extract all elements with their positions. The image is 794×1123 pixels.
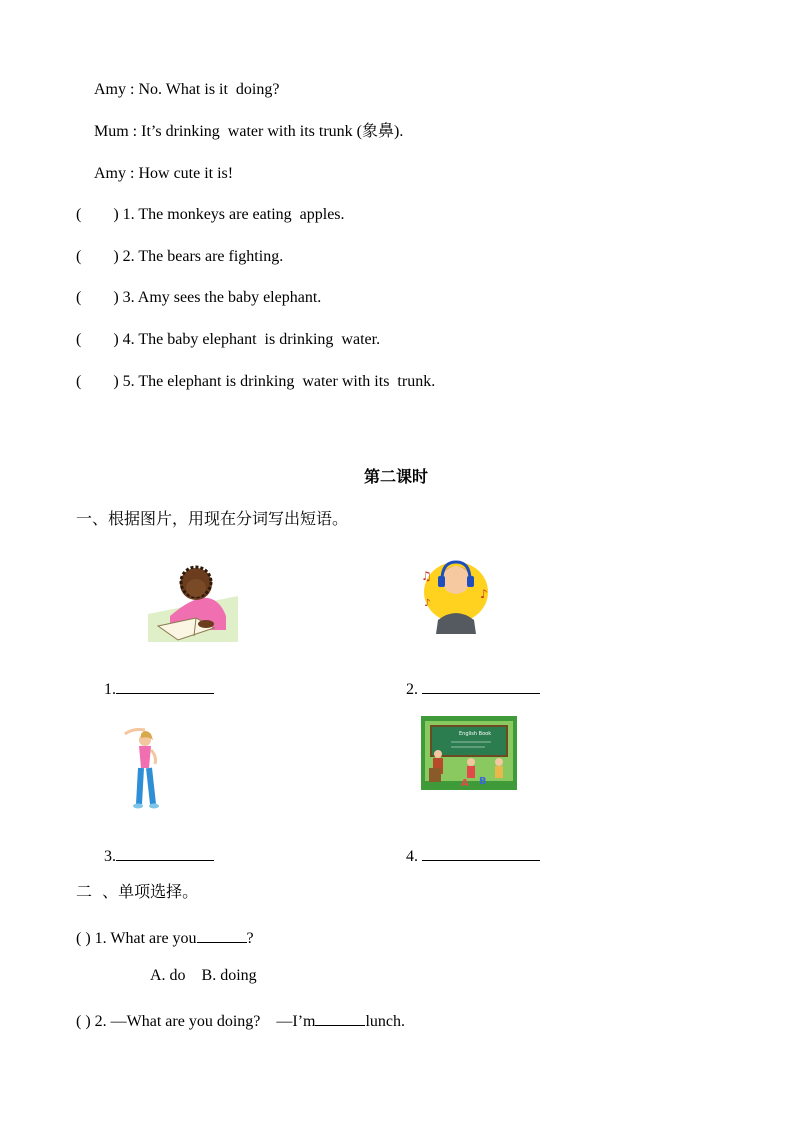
- choice-question-2: ( ) 2. —What are you doing? —I’m lunch.: [76, 1009, 405, 1032]
- choice-options-1: A. do B. doing: [150, 967, 257, 984]
- answer-line-4[interactable]: 4.: [406, 844, 540, 867]
- blank-1[interactable]: [197, 926, 247, 943]
- girl-exercising-picture: [113, 726, 175, 810]
- english-class-picture: [421, 716, 517, 790]
- lesson-title: 第二课时: [364, 467, 429, 486]
- letter-a: A: [461, 778, 469, 789]
- judge-item-5: ( ) 5. The elephant is drinking water with its trunk.: [76, 373, 436, 390]
- svg-text:♪: ♪: [424, 598, 431, 609]
- answer-line-1[interactable]: 1.: [104, 677, 214, 700]
- judge-item-3: ( ) 3. Amy sees the baby elephant.: [76, 289, 322, 306]
- boy-listening-picture: [418, 550, 496, 636]
- svg-text:♫: ♫: [421, 569, 432, 583]
- judge-item-2: ( ) 2. The bears are fighting.: [76, 248, 284, 265]
- section2-heading: 二 、单项选择。: [76, 882, 199, 901]
- choice-question-1: ( ) 1. What are you ?: [76, 926, 254, 949]
- section1-heading: 一、根据图片，用现在分词写出短语。: [76, 509, 349, 528]
- blank-2[interactable]: [315, 1009, 365, 1026]
- letter-b: B: [479, 776, 487, 787]
- boy-reading-picture: [148, 556, 238, 642]
- svg-text:♪: ♪: [480, 587, 488, 601]
- board-title: English Book: [459, 731, 492, 737]
- dialogue-line-1: Amy : No. What is it doing?: [94, 81, 280, 98]
- answer-line-3[interactable]: 3.: [104, 844, 214, 867]
- judge-item-1: ( ) 1. The monkeys are eating apples.: [76, 206, 345, 223]
- judge-item-4: ( ) 4. The baby elephant is drinking water.: [76, 331, 381, 348]
- answer-line-2[interactable]: 2.: [406, 677, 540, 700]
- dialogue-line-2: Mum : It’s drinking water with its trunk (象鼻).: [94, 123, 404, 140]
- dialogue-line-3: Amy : How cute it is!: [94, 165, 234, 182]
